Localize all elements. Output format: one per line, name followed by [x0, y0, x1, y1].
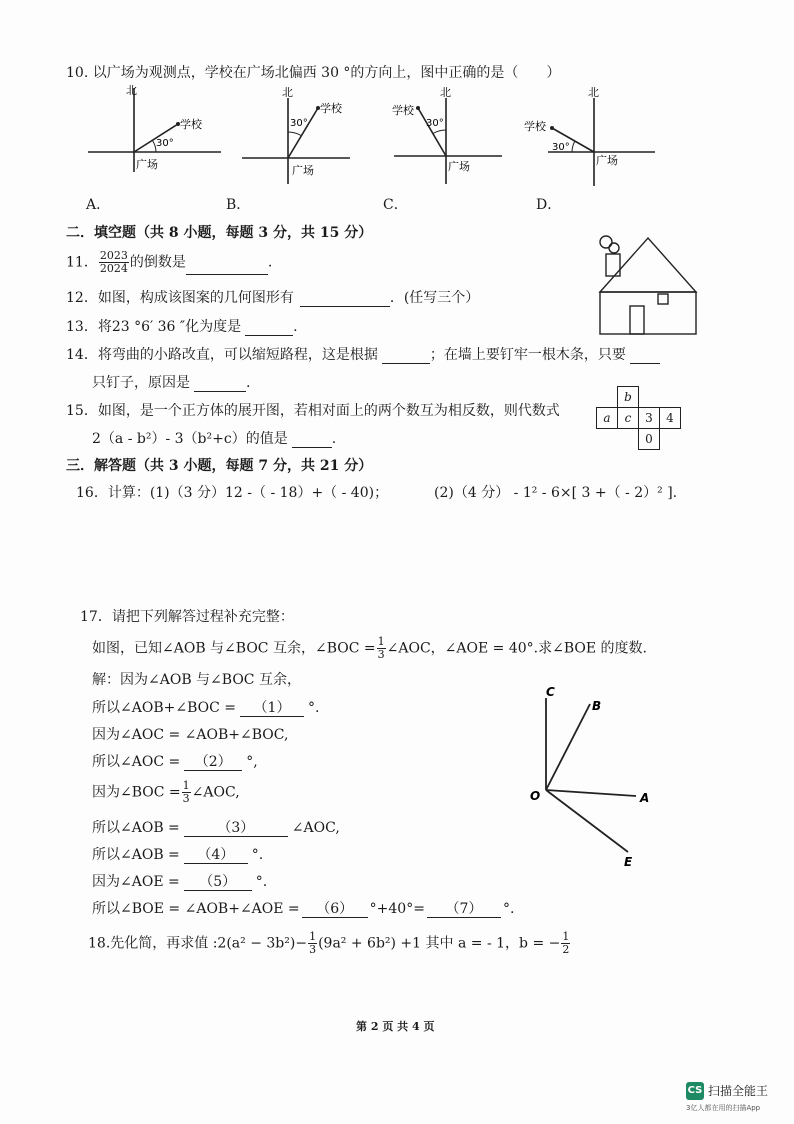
- q10-diagram-b: [240, 84, 360, 194]
- q10-diagram-c: [390, 84, 520, 194]
- q10-diagram-d: [520, 84, 660, 194]
- denominator: 2: [562, 943, 570, 956]
- fraction-one-third: [182, 780, 191, 805]
- q17-step7: [92, 871, 267, 891]
- answer-blank[interactable]: [186, 258, 268, 275]
- q17-given: [92, 636, 647, 661]
- angle-label: 30°: [426, 118, 444, 129]
- answer-blank[interactable]: [194, 375, 246, 392]
- q17-step8: [92, 898, 514, 918]
- denominator: 3: [182, 792, 190, 805]
- point-c-label: C: [546, 685, 555, 699]
- section3-title: 三．解答题（共 3 小题，每题 7 分，共 21 分）: [66, 458, 373, 474]
- q11-text: 的倒数是: [129, 254, 186, 271]
- step-text: 所以∠BOE = ∠AOB+∠AOE =: [92, 901, 300, 917]
- q14-text2: ；在墙上要钉牢一根木条，只要: [429, 347, 626, 363]
- step-text: ∠AOC,: [291, 820, 340, 836]
- numerator: 1: [377, 635, 385, 648]
- step-text: 所以∠AOC =: [92, 754, 181, 770]
- q14-text1: 14．将弯曲的小路改直，可以缩短路程，这是根据: [66, 347, 378, 363]
- q17-step4: [92, 780, 240, 805]
- numerator: 2023: [99, 249, 128, 262]
- q17-step3: [92, 751, 258, 771]
- answer-blank[interactable]: [300, 290, 390, 307]
- q11-num: 11．: [66, 254, 98, 271]
- answer-blank[interactable]: [245, 319, 293, 336]
- north-label: 北: [588, 86, 599, 99]
- fraction-one-third: [308, 931, 317, 956]
- q18-text-b: (9a² + 6b²) +1 其中 a = - 1，b = −: [318, 935, 561, 952]
- school-label: 学校: [180, 118, 202, 131]
- numerator: 1: [182, 779, 190, 792]
- q17-angle-figure: [524, 684, 664, 874]
- denominator: 3: [309, 943, 317, 956]
- q16-part2: (2)（4 分） - 1² - 6×[ 3 +（ - 2）² ].: [434, 485, 678, 501]
- q17-step6: [92, 844, 263, 864]
- step-text: 所以∠AOB =: [92, 847, 180, 863]
- q13: [66, 316, 298, 336]
- angle-label: 30°: [156, 138, 174, 149]
- q16-part1: 16．计算：(1)（3 分）12 -（ - 18）+（ - 40)；: [76, 485, 389, 501]
- step-text: 因为∠BOC =: [92, 784, 181, 801]
- step-text: 因为∠AOE =: [92, 874, 180, 890]
- blank-6[interactable]: （6）: [302, 901, 368, 918]
- q10-diagram-a: [86, 84, 226, 174]
- watermark-name: 扫描全能王: [708, 1084, 769, 1098]
- plaza-label: 广场: [596, 154, 618, 167]
- q17-title: 17．请把下列解答过程补充完整：: [80, 609, 294, 625]
- step-text: °.: [255, 874, 268, 890]
- step-text: ∠AOC,: [191, 784, 240, 801]
- denominator: 2024: [99, 262, 128, 275]
- q17-step2: 因为∠AOC = ∠AOB+∠BOC,: [92, 727, 289, 743]
- school-label: 学校: [392, 104, 414, 117]
- q12-end: ．(任写三个）: [389, 290, 480, 306]
- blank-4[interactable]: （4）: [184, 847, 248, 864]
- north-label: 北: [440, 86, 451, 99]
- numerator: 1: [309, 930, 317, 943]
- camscanner-logo-icon: CS: [686, 1082, 704, 1100]
- option-c: C．: [383, 197, 408, 213]
- plaza-label: 广场: [136, 158, 158, 171]
- q10-stem: 10. 以广场为观测点，学校在广场北偏西 30 °的方向上，图中正确的是（ ）: [66, 65, 561, 81]
- option-b: B．: [226, 197, 251, 213]
- answer-blank[interactable]: [382, 347, 430, 364]
- q11: [66, 250, 272, 275]
- q14-line1: [66, 344, 660, 364]
- point-o-label: O: [530, 789, 541, 803]
- q17-given-b: ∠AOC，∠AOE = 40°.求∠BOE 的度数.: [386, 640, 647, 657]
- q15-line1: 15．如图，是一个正方体的展开图，若相对面上的两个数互为相反数，则代数式: [66, 403, 560, 419]
- cube-face: a: [597, 408, 618, 429]
- option-a: A．: [86, 197, 111, 213]
- north-label: 北: [126, 84, 137, 97]
- point-b-label: B: [592, 699, 602, 713]
- angle-label: 30°: [552, 142, 570, 153]
- q12: [66, 287, 479, 307]
- cube-face: b: [618, 387, 639, 408]
- blank-5[interactable]: （5）: [184, 874, 252, 891]
- point-e-label: E: [624, 855, 633, 869]
- q17-given-a: 如图，已知∠AOB 与∠BOC 互余，∠BOC =: [92, 640, 376, 657]
- cube-face: 3: [639, 408, 660, 429]
- watermark-sub: 3亿人都在用的扫描App: [686, 1104, 761, 1112]
- q15-text2: 2（a - b²）- 3（b²+c）的值是: [92, 431, 288, 447]
- q14-text3: 只钉子，原因是: [92, 375, 190, 391]
- page-footer: 第 2 页 共 4 页: [356, 1020, 435, 1033]
- school-label: 学校: [320, 102, 342, 115]
- cube-net: [596, 386, 681, 450]
- step-text: °.: [251, 847, 264, 863]
- q12-text: 12．如图，构成该图案的几何图形有: [66, 290, 294, 306]
- step-text: °.: [308, 700, 320, 716]
- cube-face: c: [618, 408, 639, 429]
- q18-text-a: 18.先化简，再求值 :2(a² − 3b²)−: [88, 935, 308, 952]
- q14-line2: [92, 372, 250, 392]
- school-label: 学校: [524, 120, 546, 133]
- blank-1[interactable]: （1）: [240, 700, 304, 717]
- step-text: °+40°=: [369, 901, 425, 917]
- plaza-label: 广场: [448, 160, 470, 173]
- section2-title: 二．填空题（共 8 小题，每题 3 分，共 15 分）: [66, 225, 373, 241]
- fraction-2023-2024: [99, 250, 129, 275]
- step-text: °.: [502, 901, 515, 917]
- q13-text: 13．将23 °6′ 36 ″化为度是: [66, 319, 242, 335]
- blank-2[interactable]: （2）: [184, 754, 242, 771]
- q17-step5: [92, 817, 340, 837]
- option-d: D．: [536, 197, 562, 213]
- answer-blank[interactable]: [630, 347, 660, 364]
- denominator: 3: [377, 648, 385, 661]
- q15-end: .: [331, 431, 337, 447]
- q13-end: .: [293, 319, 298, 335]
- point-a-label: A: [640, 791, 650, 805]
- step-text: °,: [246, 754, 258, 770]
- angle-label: 30°: [290, 118, 308, 129]
- step-text: 所以∠AOB =: [92, 820, 180, 836]
- q11-end: .: [267, 254, 273, 271]
- blank-3[interactable]: （3）: [184, 820, 288, 837]
- blank-7[interactable]: （7）: [427, 901, 501, 918]
- house-figure: [596, 232, 700, 336]
- numerator: 1: [562, 930, 570, 943]
- answer-blank[interactable]: [292, 431, 332, 448]
- q17-step1: [92, 697, 319, 717]
- q14-end: .: [246, 375, 251, 391]
- q18: [88, 931, 571, 956]
- plaza-label: 广场: [292, 164, 314, 177]
- q17-solution: 解：因为∠AOB 与∠BOC 互余，: [92, 672, 301, 688]
- north-label: 北: [282, 86, 293, 99]
- q15-line2: [92, 428, 336, 448]
- cube-face: 4: [660, 408, 681, 429]
- step-text: 所以∠AOB+∠BOC =: [92, 700, 236, 716]
- fraction-one-third: [377, 636, 386, 661]
- fraction-one-half: [561, 931, 570, 956]
- cube-face: 0: [639, 429, 660, 450]
